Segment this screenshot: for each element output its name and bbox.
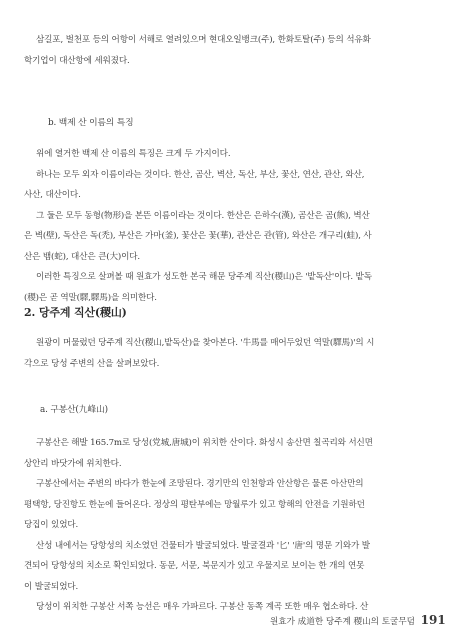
text-line: 은 벽(壁), 독산은 독(禿), 부산은 가마(釜), 꽃산은 꽃(華), 관산은 관(管), 와산은 개구리(蛙), 사	[24, 231, 372, 241]
text-line: (稷)은 곧 역말(驛,驛馬)을 의미한다.	[24, 292, 157, 303]
text-line: 산성 내에서는 당항성의 치소였던 건물터가 발굴되었다. 발굴결과 '匕' '唐'의 명문 기와가 발	[36, 540, 370, 551]
text-line: 산은 뱀(蛇), 대산은 큰(大)이다.	[24, 251, 140, 262]
paragraph-4	[24, 433, 452, 618]
text-line: 학기업이 대산항에 세워졌다.	[24, 55, 130, 66]
page-footer	[270, 613, 460, 627]
text-line: 삼길포, 벌천포 등의 어항이 서해로 열려있으며 현대오일뱅크(주), 한화토탈(주) 등의 석유화	[36, 35, 371, 45]
section-heading: 2. 당주계 직산(稷山)	[24, 306, 127, 319]
text-line: 구봉산은 해발 165.7m로 당성(党城,唐城)이 위치한 산이다. 화성시 송산면 칠곡리와 서신면	[36, 438, 373, 448]
subheading-b: b. 백제 산 이름의 특징	[48, 118, 134, 128]
text-line: 당성이 위치한 구봉산 서쪽 능선은 매우 가파르다. 구봉산 동쪽 계곡 또한 매우 협소하다. 산	[36, 602, 369, 612]
text-line: 평택항, 당진항도 한눈에 들어온다. 정상의 평탄부에는 망월루가 있고 항해의 안전을 기원하던	[24, 499, 365, 510]
text-line: 각으로 당성 주변의 산을 살펴보았다.	[24, 358, 160, 369]
text-line: 그 둘은 모두 동형(物形)을 본뜬 이름이라는 것이다. 한산은 은하수(漢), 곰산은 곰(熊), 벽산	[36, 210, 370, 221]
text-line: 구봉산에서는 주변의 바다가 한눈에 조망된다. 경기만의 인천항과 안산항은 물론 아산만의	[36, 479, 364, 489]
text-line: 당집이 있었다.	[24, 520, 79, 530]
text-line: 위에 열거한 백제 산 이름의 특징은 크게 두 가지이다.	[36, 149, 231, 159]
text-line: 상안리 바닷가에 위치한다.	[24, 458, 122, 469]
paragraph-3	[24, 333, 452, 374]
text-line: 이 발굴되었다.	[24, 581, 79, 592]
running-title: 원효가 成道한 당주계 稷山의 토굴무덤	[270, 617, 415, 627]
page-number: 191	[420, 613, 446, 627]
subheading-a: a. 구봉산(九峰山)	[40, 405, 108, 415]
paragraph-2	[24, 144, 452, 308]
text-line: 하나는 모두 외자 이름이라는 것이다. 한산, 곰산, 벽산, 독산, 부산, 꽃산, 연산, 관산, 와산,	[36, 169, 365, 180]
paragraph-1	[24, 30, 452, 71]
text-line: 견되어 당항성의 치소로 확인되었다. 동문, 서문, 북문지가 있고 우물지로 보이는 한 개의 연못	[24, 561, 365, 571]
text-line: 사산, 대산이다.	[24, 190, 81, 200]
text-line: 원광이 머물렀던 당주계 직산(稷山,밭독산)을 찾아본다. '牛馬를 매어두었던 역말(驛馬)'의 시	[36, 338, 375, 348]
text-line: 이러한 특징으로 살펴볼 때 원효가 성도한 본국 해문 당주계 직산(稷山)은 '밭독산'이다. 밭독	[36, 272, 372, 282]
